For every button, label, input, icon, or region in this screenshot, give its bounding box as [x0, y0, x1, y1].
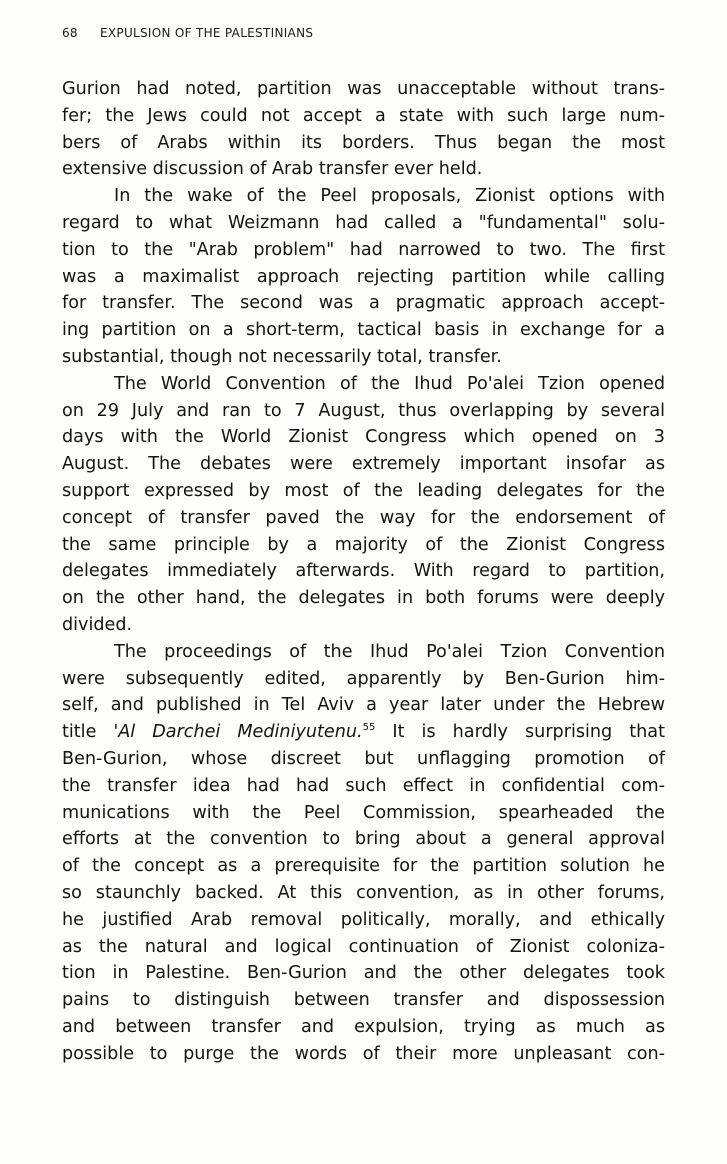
body-text	[62, 76, 665, 1067]
text-line: August. The debates were extremely important insofar as	[62, 454, 665, 475]
text-line: efforts at the convention to bring about a general approval	[62, 829, 665, 850]
text-line: was a maximalist approach rejecting partition while calling	[62, 266, 665, 287]
text-line: regard to what Weizmann had called a "fundamental" solu-	[62, 212, 665, 233]
text-line-with-title	[62, 719, 665, 746]
text-line: support expressed by most of the leading delegates for the	[62, 480, 665, 501]
text-line: ing partition on a short-term, tactical basis in exchange for a	[62, 320, 665, 341]
text-line: substantial, though not necessarily total, transfer.	[62, 346, 502, 367]
text-line: In the wake of the Peel proposals, Zionist options with	[114, 186, 665, 207]
text-line: self, and published in Tel Aviv a year later under the Hebrew	[62, 695, 665, 716]
text-line: Gurion had noted, partition was unacceptable without trans-	[62, 79, 665, 99]
text-line: tion in Palestine. Ben-Gurion and the other delegates took	[62, 963, 665, 984]
text-line: the transfer idea had had such effect in confidential com-	[62, 775, 665, 796]
text-line: bers of Arabs within its borders. Thus began the most	[62, 132, 665, 153]
text-line: The World Convention of the Ihud Po'alei Tzion opened	[114, 373, 665, 394]
text-line: fer; the Jews could not accept a state with such large num-	[62, 105, 665, 126]
text-line: tion to the "Arab problem" had narrowed to two. The first	[62, 239, 665, 260]
text-line: divided.	[62, 614, 133, 635]
page-number: 68	[62, 26, 78, 40]
text-line: and between transfer and expulsion, trying as much as	[62, 1016, 665, 1037]
text-line: he justified Arab removal politically, morally, and ethically	[62, 909, 665, 930]
text-line: of the concept as a prerequisite for the partition solution he	[62, 856, 665, 877]
footnote-marker[interactable]: 55	[362, 722, 376, 734]
text-line: concept of transfer paved the way for the endorsement of	[62, 507, 665, 528]
text-line: on the other hand, the delegates in both forums were deeply	[62, 588, 665, 609]
text-line: The proceedings of the Ihud Po'alei Tzion Convention	[114, 641, 665, 662]
text-line: delegates immediately afterwards. With regard to partition,	[62, 561, 665, 582]
text-line: Ben-Gurion, whose discreet but unflagging promotion of	[62, 748, 665, 769]
text-line: as the natural and logical continuation of Zionist coloniza-	[62, 936, 665, 957]
text-line: for transfer. The second was a pragmatic approach accept-	[62, 293, 665, 314]
text-line: munications with the Peel Commission, spearheaded the	[62, 802, 665, 823]
text-line: days with the World Zionist Congress which opened on 3	[62, 427, 665, 448]
text-line: extensive discussion of Arab transfer ever held.	[62, 159, 483, 180]
text-line: were subsequently edited, apparently by Ben-Gurion him-	[62, 668, 665, 689]
line-prefix: title	[62, 722, 114, 743]
text-line: the same principle by a majority of the Zionist Congress	[62, 534, 665, 555]
text-line: so staunchly backed. At this convention, as in other forums,	[62, 882, 665, 903]
running-title: EXPULSION OF THE PALESTINIANS	[100, 26, 314, 40]
hebrew-title: 'Al Darchei Mediniyutenu.	[113, 722, 363, 743]
line-suffix: It is hardly surprising that	[375, 722, 665, 743]
text-line: pains to distinguish between transfer and dispossession	[62, 990, 665, 1011]
running-head	[62, 26, 313, 40]
text-line: on 29 July and ran to 7 August, thus overlapping by several	[62, 400, 665, 421]
text-line: possible to purge the words of their more unpleasant con-	[62, 1043, 665, 1064]
